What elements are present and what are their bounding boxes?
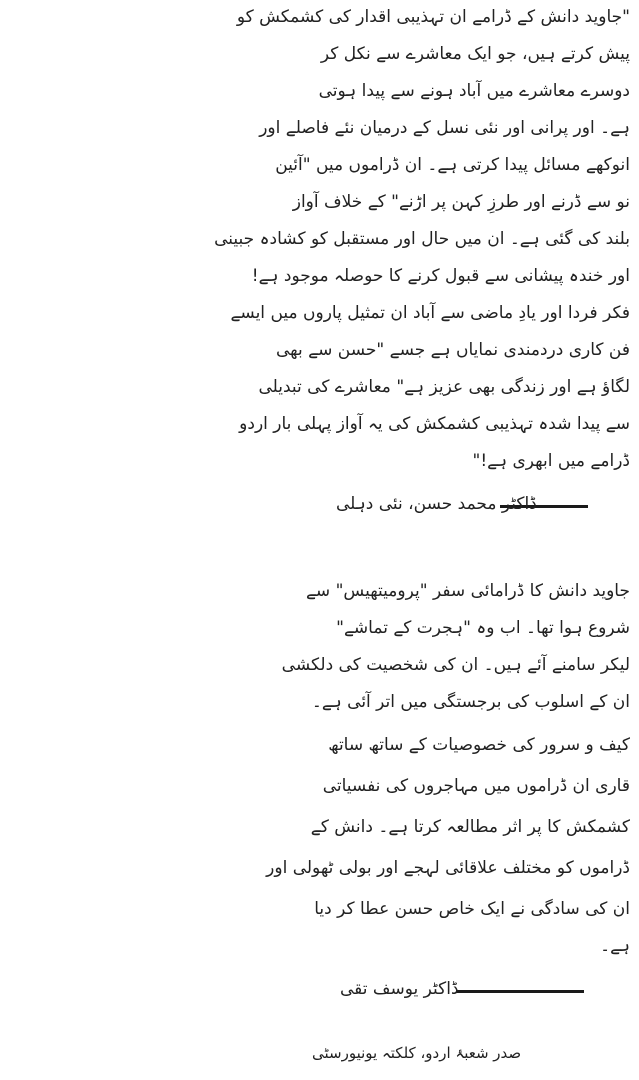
quote-1-line: انوکھے مسائل پیدا کرتی ہے۔ ان ڈراموں میں "آئین	[275, 155, 630, 175]
quote-1-line: بلند کی گئی ہے۔ ان میں حال اور مستقبل کو کشادہ جبینی	[214, 229, 630, 249]
quote-2-block	[266, 560, 630, 980]
quote-2-line: لیکر سامنے آئے ہیں۔ ان کی شخصیت کی دلکشی	[281, 655, 630, 675]
quote-1-line: "جاوید دانش کے ڈرامے ان تہذیبی اقدار کی کشمکش کو	[236, 7, 630, 27]
quote-1-line: ڈرامے میں ابھری ہے!"	[472, 451, 630, 471]
quote-1-line: فن کاری دردمندی نمایاں ہے جسے "حسن سے بھی	[276, 340, 630, 360]
quote-1-line: سے پیدا شدہ تہذیبی کشمکش کی یہ آواز پہلی بار اردو	[239, 414, 630, 434]
quote-2-line: کشمکش کا پر اثر مطالعہ کرتا ہے۔ دانش کے	[310, 817, 630, 837]
quote-1-line: نو سے ڈرنے اور طرزِ کہن پر اڑنے" کے خلاف آواز	[292, 192, 630, 212]
quote-2-line: جاوید دانش کا ڈرامائی سفر "پرومیتھیس" سے	[305, 581, 630, 601]
quote-1-block	[214, 0, 630, 520]
quote-1-line: پیش کرتے ہیں، جو ایک معاشرے سے نکل کر	[320, 44, 630, 64]
attribution-1: ڈاکٹر محمد حسن، نئی دہلی	[336, 494, 537, 514]
quote-2-line: قاری ان ڈراموں میں مہاجروں کی نفسیاتی	[322, 776, 630, 796]
quote-2-line: ہے۔	[600, 936, 630, 956]
attribution-rule-2	[456, 990, 584, 993]
affiliation-2: صدر شعبۂ اردو، کلکتہ یونیورسٹی	[312, 1044, 522, 1062]
quote-1-line: اور خندہ پیشانی سے قبول کرنے کا حوصلہ موجود ہے!	[251, 266, 630, 286]
attribution-2: ڈاکٹر یوسف تقی	[340, 979, 459, 999]
quote-1-line: دوسرے معاشرے میں آباد ہونے سے پیدا ہوتی	[318, 81, 630, 101]
quote-1-line: ہے۔ اور پرانی اور نئی نسل کے درمیان نئے فاصلے اور	[259, 118, 630, 138]
quote-1-line: فکر فردا اور یادِ ماضی سے آباد ان تمثیل پاروں میں ایسے	[230, 303, 630, 323]
quote-2-line: ان کے اسلوب کی برجستگی میں اتر آئی ہے۔	[311, 692, 630, 712]
quote-2-line: شروع ہوا تھا۔ اب وہ "ہجرت کے تماشے"	[336, 618, 630, 638]
quote-2-line: ان کی سادگی نے ایک خاص حسن عطا کر دیا	[314, 899, 630, 919]
quote-1-line: لگاؤ ہے اور زندگی بھی عزیز ہے" معاشرے کی تبدیلی	[258, 377, 630, 397]
quote-2-line: ڈراموں کو مختلف علاقائی لہجے اور بولی ٹھولی اور	[266, 858, 630, 878]
quote-2-line: کیف و سرور کی خصوصیات کے ساتھ ساتھ	[328, 735, 630, 755]
